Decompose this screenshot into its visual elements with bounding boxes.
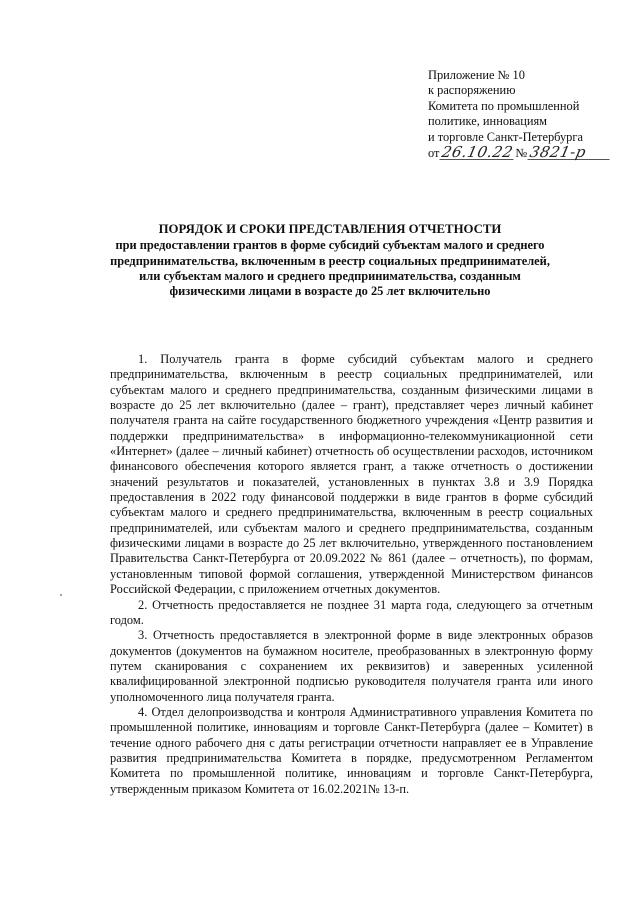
document-body: [110, 352, 593, 797]
title-subtitle: при предоставлении грантов в форме субсидий субъектам малого и среднего предпринимательства, включенным в реестр социальных предпринимателей, или субъектам малого и среднего предпринимательства, созданным физическими лицами в возрасте до 25 лет включительно: [110, 238, 550, 299]
appendix-line: Комитета по промышленной: [428, 98, 580, 113]
scan-speck: [60, 594, 62, 596]
appendix-line: и торговле Санкт-Петербурга: [428, 129, 583, 144]
appendix-header: [428, 68, 628, 161]
from-label: от: [428, 146, 440, 161]
document-title: [100, 222, 560, 299]
appendix-line: к распоряжению: [428, 83, 516, 98]
appendix-line: политике, инновациям: [428, 114, 548, 129]
appendix-date-number-line: [428, 145, 628, 161]
paragraph: 4. Отдел делопроизводства и контроля Административного управления Комитета по промышленной политике, инновациям и торговле Санкт-Петербурга (далее – Комитет) в течение одного рабочего дня с даты регистрации отчетности направляет ее в Управление развития предпринимательства Комитета в порядке, предусмотренном Регламентом Комитета по промышленной политике, инновациям и торговле Санкт-Петербурга, утвержденным приказом Комитета от 16.02.2021№ 13-п.: [110, 704, 593, 796]
appendix-line: Приложение № 10: [428, 68, 525, 82]
number-label: №: [515, 146, 528, 161]
paragraph: 3. Отчетность предоставляется в электронной форме в виде электронных образов документов (документов на бумажном носителе, преобразованных в электронную форму путем сканирования с сохранением их реквизитов) и заверенных усиленной квалифицированной электронной подписью руководителя получателя гранта или иного уполномоченного лица получателя гранта.: [110, 628, 593, 704]
handwritten-date: 26.10.22: [440, 143, 516, 162]
paragraph: 2. Отчетность предоставляется не позднее 31 марта года, следующего за отчетным годом.: [110, 597, 593, 627]
handwritten-number: 3821-р: [528, 145, 613, 160]
title-main: ПОРЯДОК И СРОКИ ПРЕДСТАВЛЕНИЯ ОТЧЕТНОСТИ: [158, 222, 502, 236]
paragraph: 1. Получатель гранта в форме субсидий субъектам малого и среднего предпринимательства, включенным в реестр социальных предпринимателей, или субъектам малого и среднего предпринимательства, созданным физическими лицами в возрасте до 25 лет включительно (далее – грант), представляет через личный кабинет получателя гранта на сайте государственного бюджетного учреждения «Центр развития и поддержки предпринимательства» в информационно-телекоммуникационной сети «Интернет» (далее – личный кабинет) отчетность об осуществлении расходов, источником финансового обеспечения которого является грант, а также отчетность о достижении значений результатов и показателей, установленных в пунктах 3.8 и 3.9 Порядка предоставления в 2022 году финансовой поддержки в виде грантов в форме субсидий субъектам малого и среднего предпринимательства, включенным в реестр социальных предпринимателей, или субъектам малого и среднего предпринимательства, созданным физическими лицами в возрасте до 25 лет включительно, утвержденного постановлением Правительства Санкт-Петербурга от 20.09.2022 № 861 (далее – отчетность), по формам, установленным типовой формой соглашения, утвержденной Министерством финансов Российской Федерации, с приложением отчетных документов.: [110, 352, 593, 597]
